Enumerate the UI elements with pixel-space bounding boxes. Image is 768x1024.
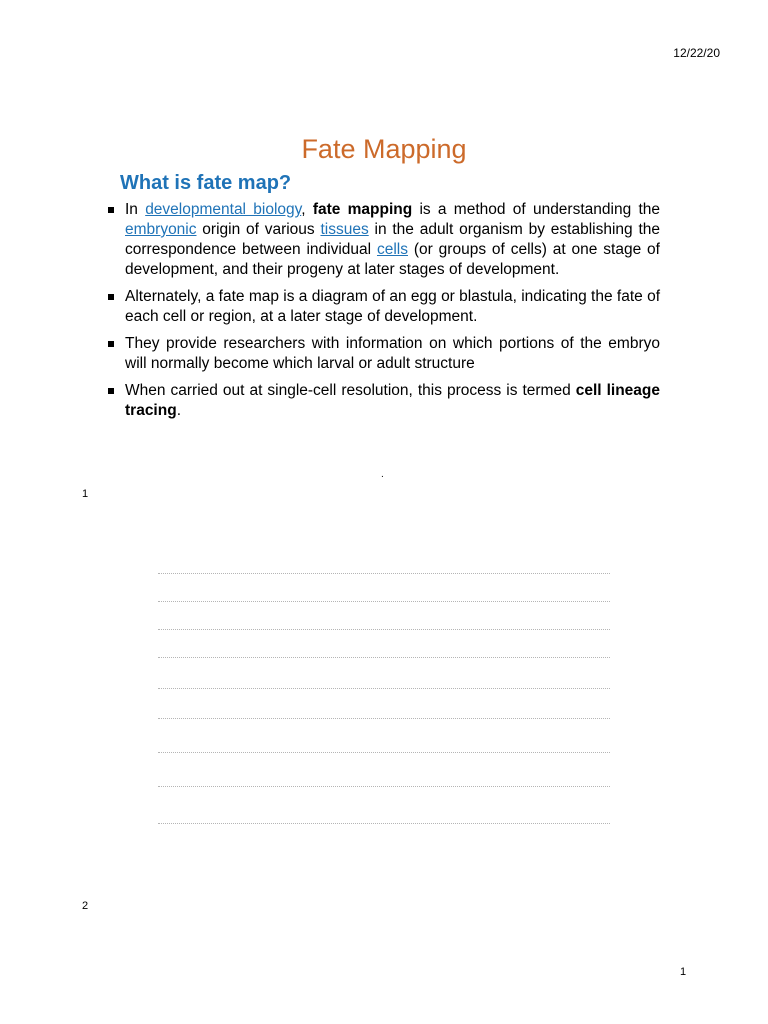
bullet-text: origin of various — [196, 221, 321, 238]
bullet-item-2 — [106, 287, 660, 327]
stray-mark: . — [381, 469, 384, 480]
square-bullet-icon — [108, 207, 114, 213]
bullet-text: In — [125, 201, 146, 218]
note-line — [158, 823, 610, 824]
bullet-text: , — [301, 201, 313, 218]
bullet-text: (or groups of cells) at one stage of development, and their progeny at later stages of development. — [125, 241, 660, 278]
link-embryonic[interactable]: embryonic — [125, 221, 197, 238]
link-tissues[interactable]: tissues — [320, 221, 369, 238]
bullet-text: They provide researchers with information on which portions of the embryo will normally become which larval or adult structure — [125, 335, 660, 372]
bullet-text: in the adult organism by establishing the correspondence between individual — [125, 221, 660, 258]
note-line — [158, 573, 610, 574]
note-line — [158, 629, 610, 630]
bold-term: cell lineage tracing — [125, 382, 660, 419]
link-cells[interactable]: cells — [376, 241, 408, 258]
link-developmental-biology[interactable]: developmental biology — [145, 201, 302, 218]
square-bullet-icon — [108, 341, 114, 347]
bullet-text: When carried out at single-cell resolution, this process is termed — [125, 382, 576, 399]
square-bullet-icon — [108, 294, 114, 300]
bullet-item-3 — [106, 334, 660, 374]
bullet-text: . — [176, 402, 181, 419]
note-line — [158, 752, 610, 753]
bullet-item-1 — [106, 200, 660, 280]
date-stamp: 12/22/20 — [673, 46, 720, 60]
bullet-text: Alternately, a fate map is a diagram of an egg or blastula, indicating the fate of each cell or region, at a later stage of development. — [125, 288, 660, 325]
square-bullet-icon — [108, 388, 114, 394]
bullet-list — [106, 200, 660, 428]
bullet-item-4 — [106, 381, 660, 421]
note-line — [158, 657, 610, 658]
slide-number-2: 2 — [82, 900, 89, 912]
slide-number-1: 1 — [82, 488, 89, 500]
bullet-text: is a method of understanding the — [412, 201, 660, 218]
note-line — [158, 786, 610, 787]
bold-term: fate mapping — [312, 201, 413, 218]
slide-subtitle: What is fate map? — [120, 172, 292, 194]
slide-title: Fate Mapping — [301, 134, 467, 164]
note-line — [158, 688, 610, 689]
page-footer-number: 1 — [680, 966, 687, 978]
note-line — [158, 601, 610, 602]
note-line — [158, 718, 610, 719]
